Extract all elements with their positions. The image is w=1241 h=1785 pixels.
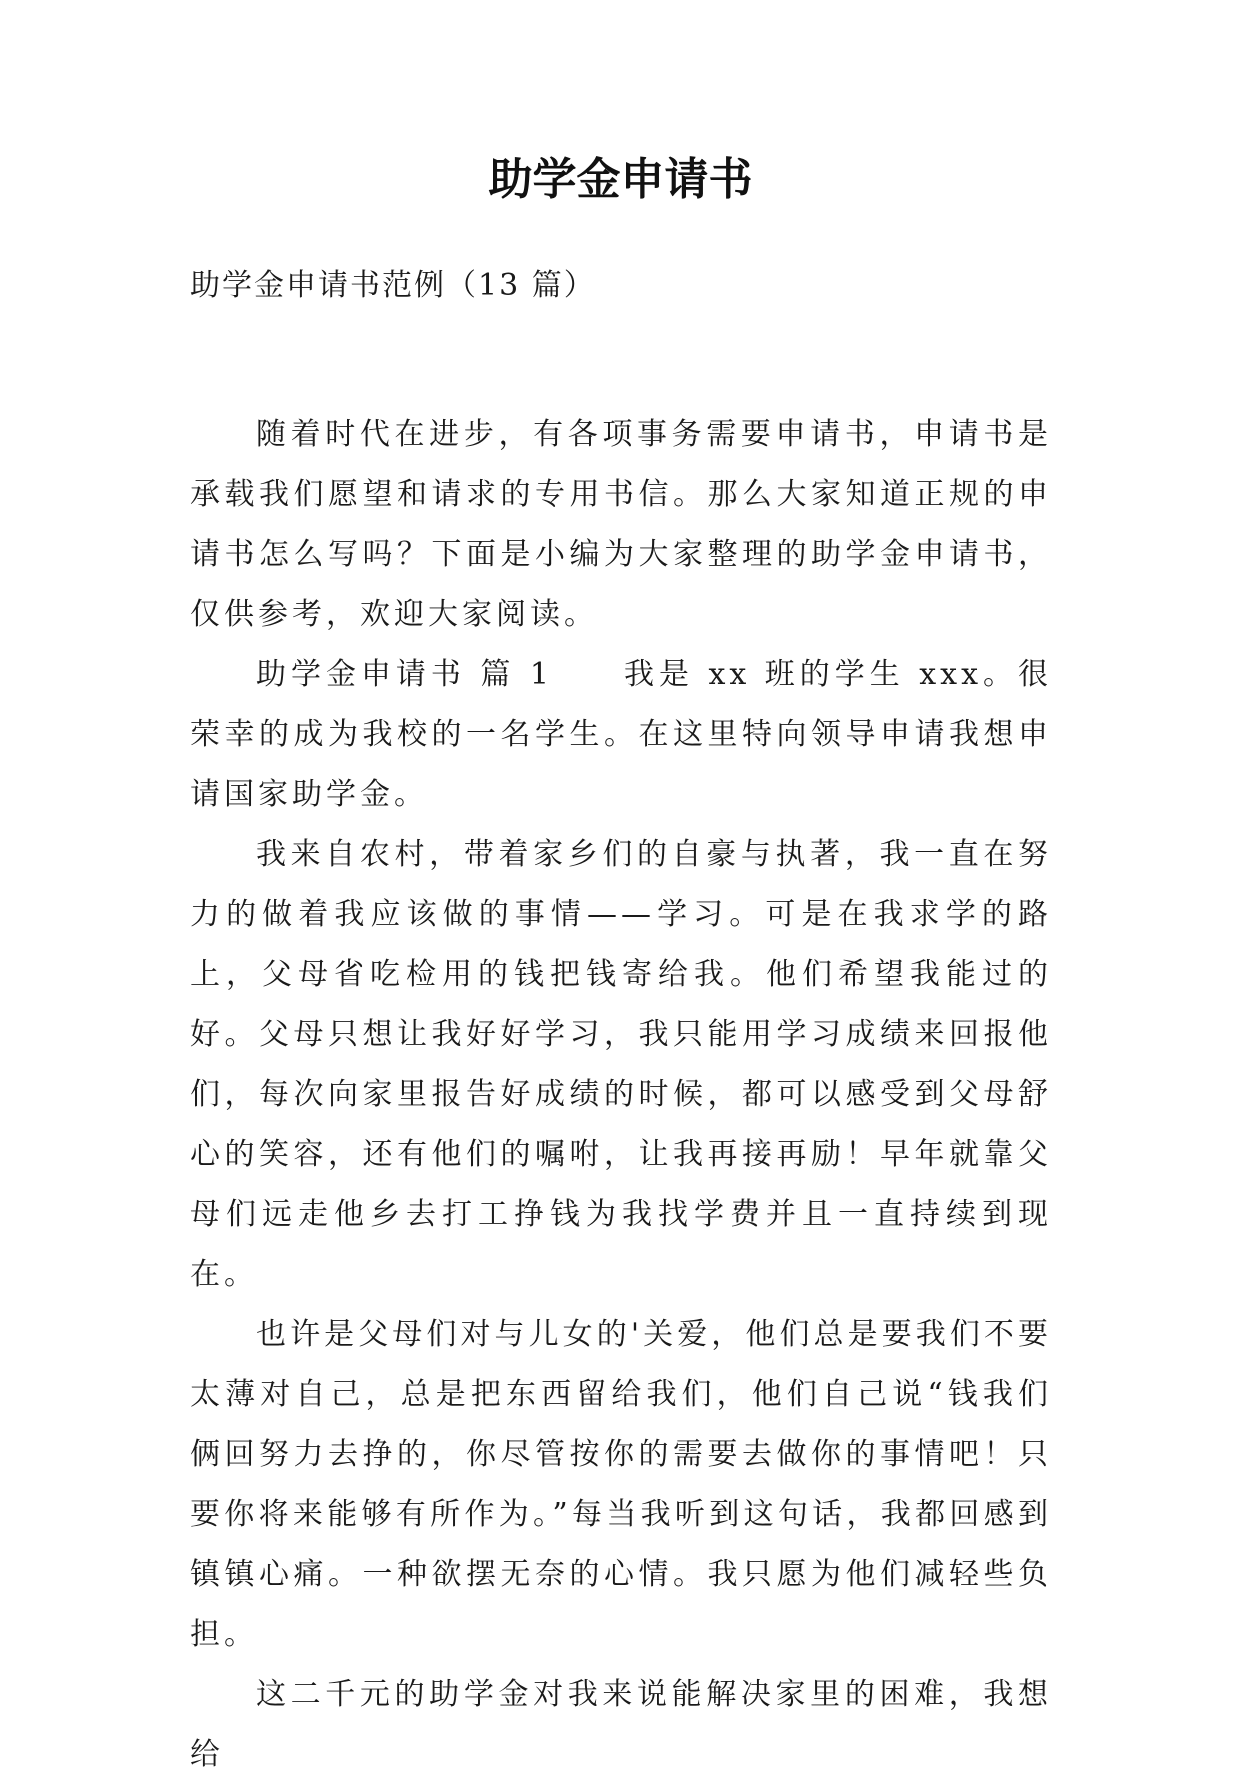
paragraph: 也许是父母们对与儿女的'关爱，他们总是要我们不要太薄对自己，总是把东西留给我们，他们自己说“钱我们俩回努力去挣的，你尽管按你的需要去做你的事情吧！只要你将来能够有所作为。”每当我听到这句话，我都回感到镇镇心痛。一种欲摆无奈的心情。我只愿为他们减轻些负担。 (190, 1317, 1052, 1652)
paragraph: 助学金申请书 篇 1 我是 xx 班的学生 xxx。很荣幸的成为我校的一名学生。在这里特向领导申请我想申请国家助学金。 (190, 657, 1052, 812)
paragraph: 这二千元的助学金对我来说能解决家里的困难，我想给 (190, 1677, 1052, 1772)
paragraph: 随着时代在进步，有各项事务需要申请书，申请书是承载我们愿望和请求的专用书信。那么大家知道正规的申请书怎么写吗？下面是小编为大家整理的助学金申请书，仅供参考，欢迎大家阅读。 (190, 417, 1052, 632)
document-subtitle: 助学金申请书范例（13 篇） (190, 268, 596, 303)
paragraph: 我来自农村，带着家乡们的自豪与执著，我一直在努力的做着我应该做的事情——学习。可是在我求学的路上，父母省吃检用的钱把钱寄给我。他们希望我能过的好。父母只想让我好好学习，我只能用学习成绩来回报他们，每次向家里报告好成绩的时候，都可以感受到父母舒心的笑容，还有他们的嘱咐，让我再接再励！早年就靠父母们远走他乡去打工挣钱为我找学费并且一直持续到现在。 (190, 837, 1052, 1292)
document-body (190, 405, 1052, 1785)
document-title: 助学金申请书 (488, 154, 753, 205)
